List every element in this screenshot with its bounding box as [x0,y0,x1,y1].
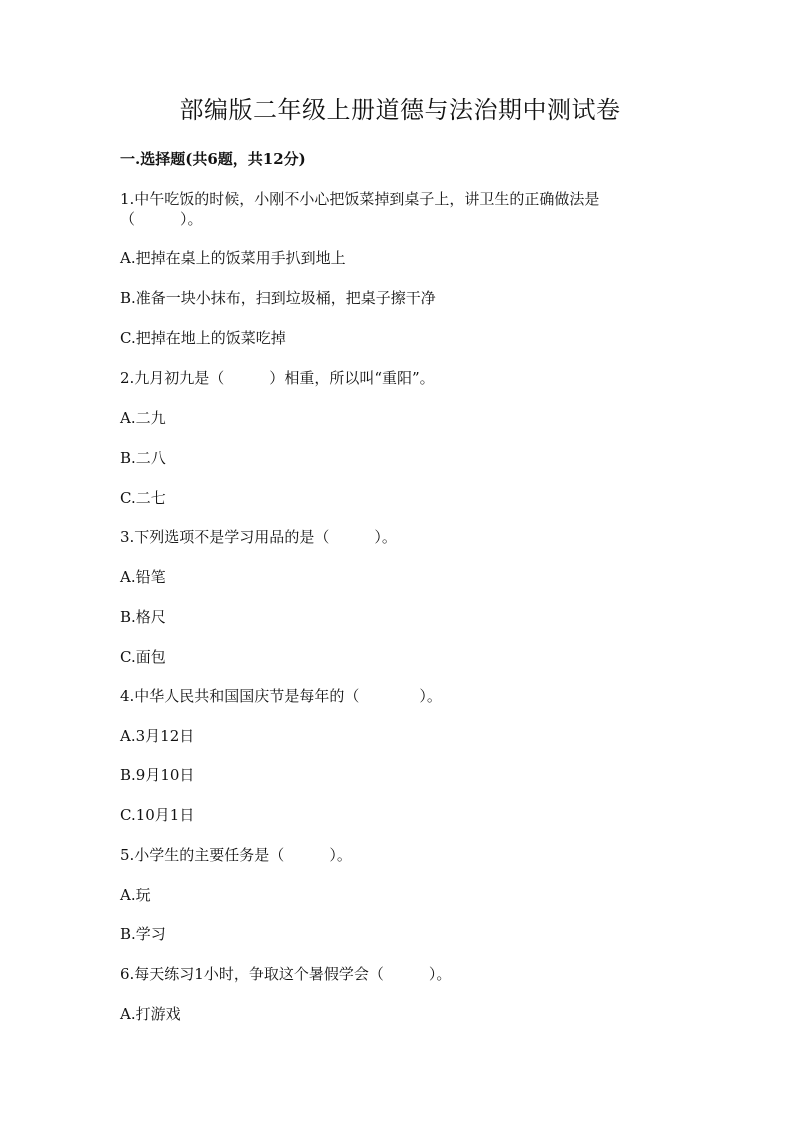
question-3-option-b: B.格尺 [120,608,166,626]
question-4-option-b: B.9月10日 [120,766,195,784]
question-1-option-a: A.把掉在桌上的饭菜用手扒到地上 [120,249,346,267]
question-2-stem: 2.九月初九是（ ）相重，所以叫“重阳”。 [120,369,435,387]
question-3-option-c: C.面包 [120,648,166,666]
question-5-option-a: A.玩 [120,886,151,904]
question-4-option-a: A.3月12日 [120,727,195,745]
question-6-option-a: A.打游戏 [120,1005,181,1023]
question-6-stem: 6.每天练习1小时，争取这个暑假学会（ ）。 [120,965,452,983]
question-4-stem: 4.中华人民共和国国庆节是每年的（ ）。 [120,687,442,705]
question-4-option-c: C.10月1日 [120,806,195,824]
question-1-stem-cont: （ ）。 [120,210,203,228]
question-1-option-b: B.准备一块小抹布，扫到垃圾桶，把桌子擦干净 [120,289,436,307]
question-1-option-c: C.把掉在地上的饭菜吃掉 [120,329,286,347]
question-3-option-a: A.铅笔 [120,568,166,586]
question-5-option-b: B.学习 [120,925,166,943]
page-title: 部编版二年级上册道德与法治期中测试卷 [179,96,621,124]
question-1-stem: 1.中午吃饭的时候，小刚不小心把饭菜掉到桌子上，讲卫生的正确做法是 [120,190,600,208]
question-3-stem: 3.下列选项不是学习用品的是（ ）。 [120,528,397,546]
section-heading: 一.选择题(共6题，共12分) [120,150,306,168]
question-5-stem: 5.小学生的主要任务是（ ）。 [120,846,352,864]
question-2-option-b: B.二八 [120,449,166,467]
question-2-option-c: C.二七 [120,489,166,507]
question-2-option-a: A.二九 [120,409,166,427]
